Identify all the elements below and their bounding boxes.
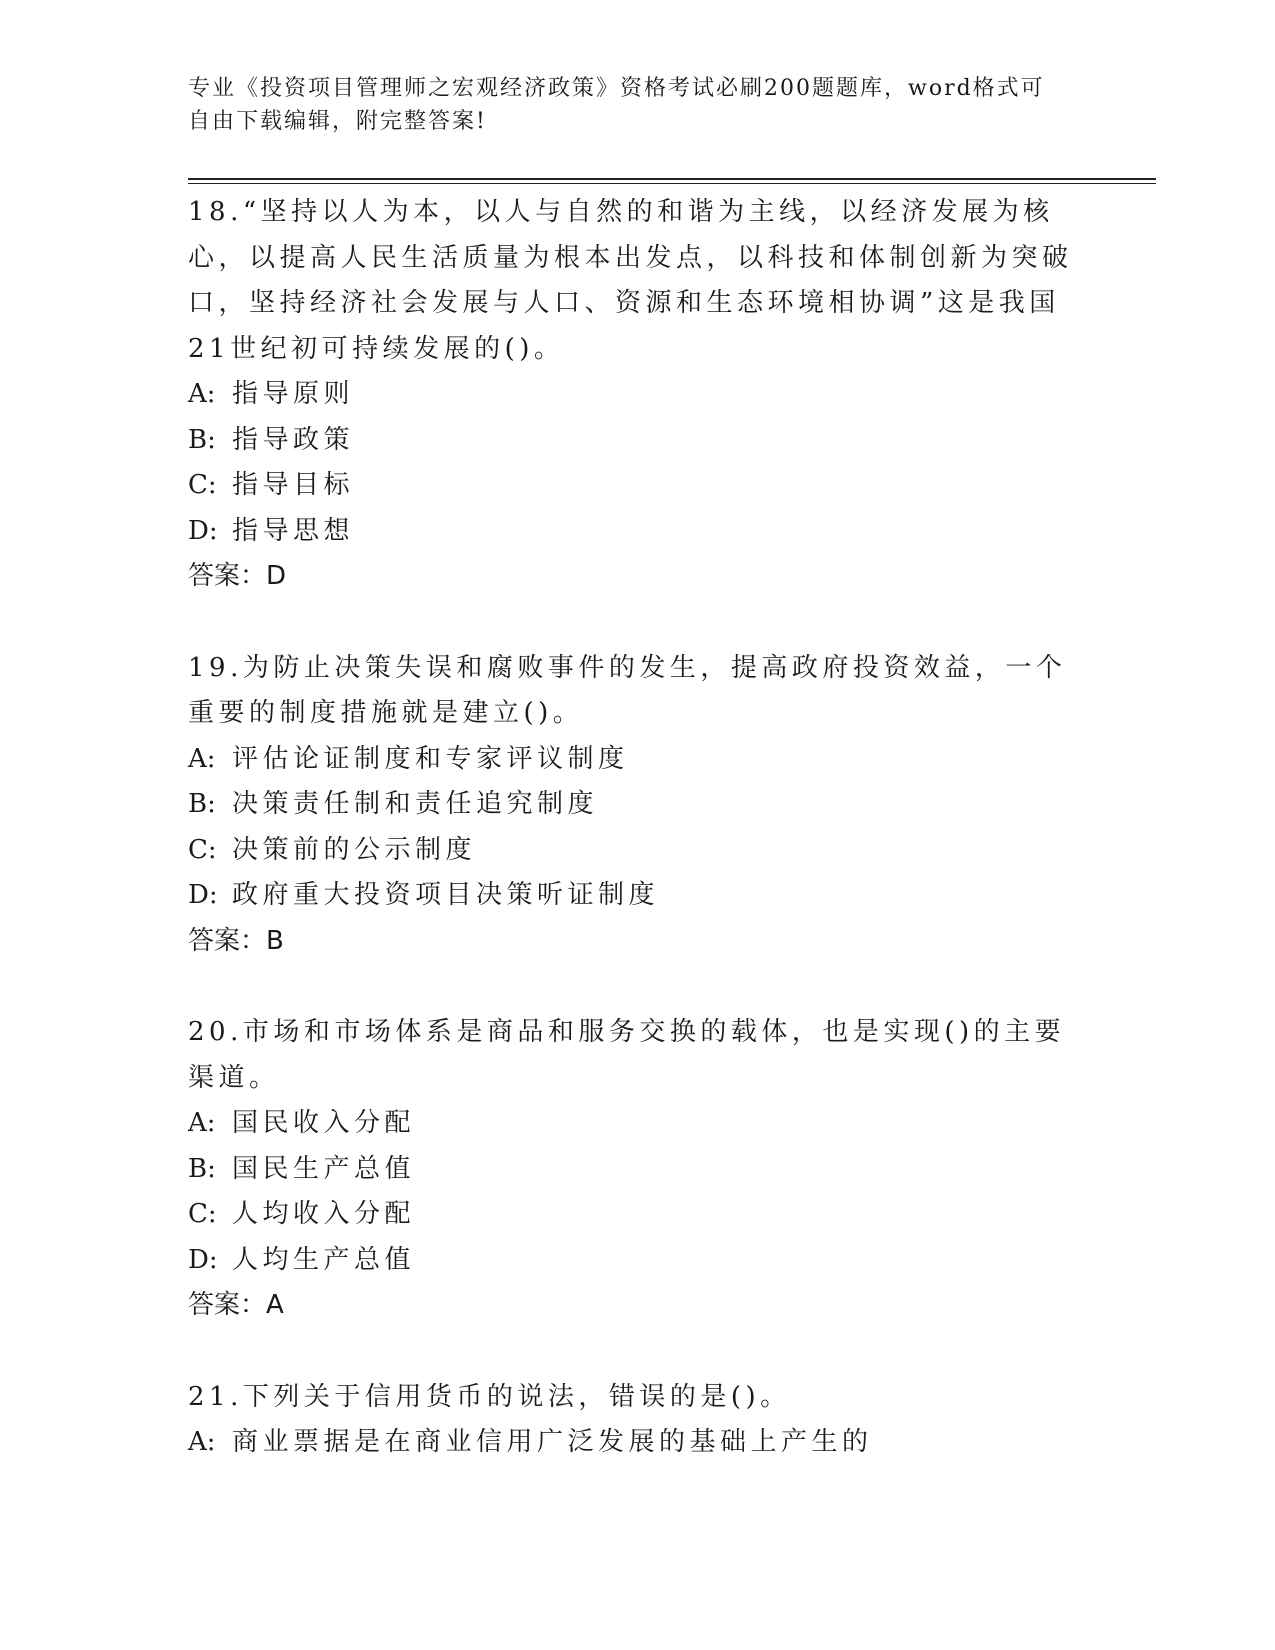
option-a [188, 1420, 1088, 1466]
question-stem: 21.下列关于信用货币的说法，错误的是()。 [188, 1381, 791, 1412]
option-letter: D: [188, 880, 218, 910]
question-stem: 20.市场和市场体系是商品和服务交换的载体，也是实现()的主要渠道。 [188, 1017, 1066, 1093]
option-c [188, 1192, 1088, 1238]
option-text: 决策前的公示制度 [232, 834, 477, 865]
header-line-1: 专业《投资项目管理师之宏观经济政策》资格考试必刷200题题库，word格式可 [188, 76, 1045, 101]
question-stem: 19.为防止决策失误和腐败事件的发生，提高政府投资效益，一个重要的制度措施就是建立()。 [188, 652, 1067, 728]
option-letter: C: [188, 470, 217, 500]
option-letter: D: [188, 1244, 218, 1275]
option-d [188, 509, 1088, 555]
option-text: 商业票据是在商业信用广泛发展的基础上产生的 [232, 1427, 873, 1457]
document-header [188, 72, 1068, 138]
option-text: 评估论证制度和专家评议制度 [232, 743, 629, 774]
option-text: 指导目标 [232, 470, 355, 500]
header-divider-thick [188, 178, 1156, 180]
option-text: 决策责任制和责任追究制度 [232, 789, 599, 819]
answer-label: 答案：A [188, 1290, 284, 1320]
option-a [188, 372, 1088, 418]
question-18 [188, 190, 1088, 600]
option-a [188, 737, 1088, 783]
answer-label: 答案：D [188, 561, 287, 591]
question-list [188, 190, 1088, 1512]
option-letter: A: [188, 743, 216, 774]
option-text: 指导政策 [232, 424, 355, 455]
option-letter: A: [188, 1427, 216, 1457]
option-b [188, 418, 1088, 464]
option-text: 国民生产总值 [232, 1153, 416, 1184]
option-c [188, 463, 1088, 509]
option-d [188, 1238, 1088, 1284]
option-c [188, 828, 1088, 874]
option-text: 人均收入分配 [232, 1199, 416, 1229]
option-letter: A: [188, 1108, 216, 1138]
question-19 [188, 646, 1088, 965]
option-text: 国民收入分配 [232, 1108, 416, 1138]
option-letter: B: [188, 424, 216, 455]
header-divider-thin [188, 183, 1156, 184]
question-21 [188, 1375, 1088, 1466]
option-b [188, 1147, 1088, 1193]
question-stem: 18.“坚持以人为本，以人与自然的和谐为主线，以经济发展为核心，以提高人民生活质量为根本出发点，以科技和体制创新为突破口，坚持经济社会发展与人口、资源和生态环境相协调”这是我国21世纪初可持续发展的()。 [188, 197, 1073, 364]
question-20 [188, 1010, 1088, 1329]
option-letter: A: [188, 379, 216, 409]
option-a [188, 1101, 1088, 1147]
option-letter: C: [188, 834, 217, 865]
option-text: 指导原则 [232, 379, 355, 409]
option-text: 人均生产总值 [232, 1244, 416, 1275]
header-line-2: 自由下载编辑，附完整答案! [188, 109, 487, 134]
option-text: 政府重大投资项目决策听证制度 [232, 880, 660, 910]
option-letter: D: [188, 515, 218, 546]
option-text: 指导思想 [232, 515, 355, 546]
option-d [188, 873, 1088, 919]
option-letter: B: [188, 1153, 216, 1184]
answer-label: 答案：B [188, 925, 284, 956]
option-b [188, 782, 1088, 828]
option-letter: C: [188, 1199, 217, 1229]
option-letter: B: [188, 789, 216, 819]
